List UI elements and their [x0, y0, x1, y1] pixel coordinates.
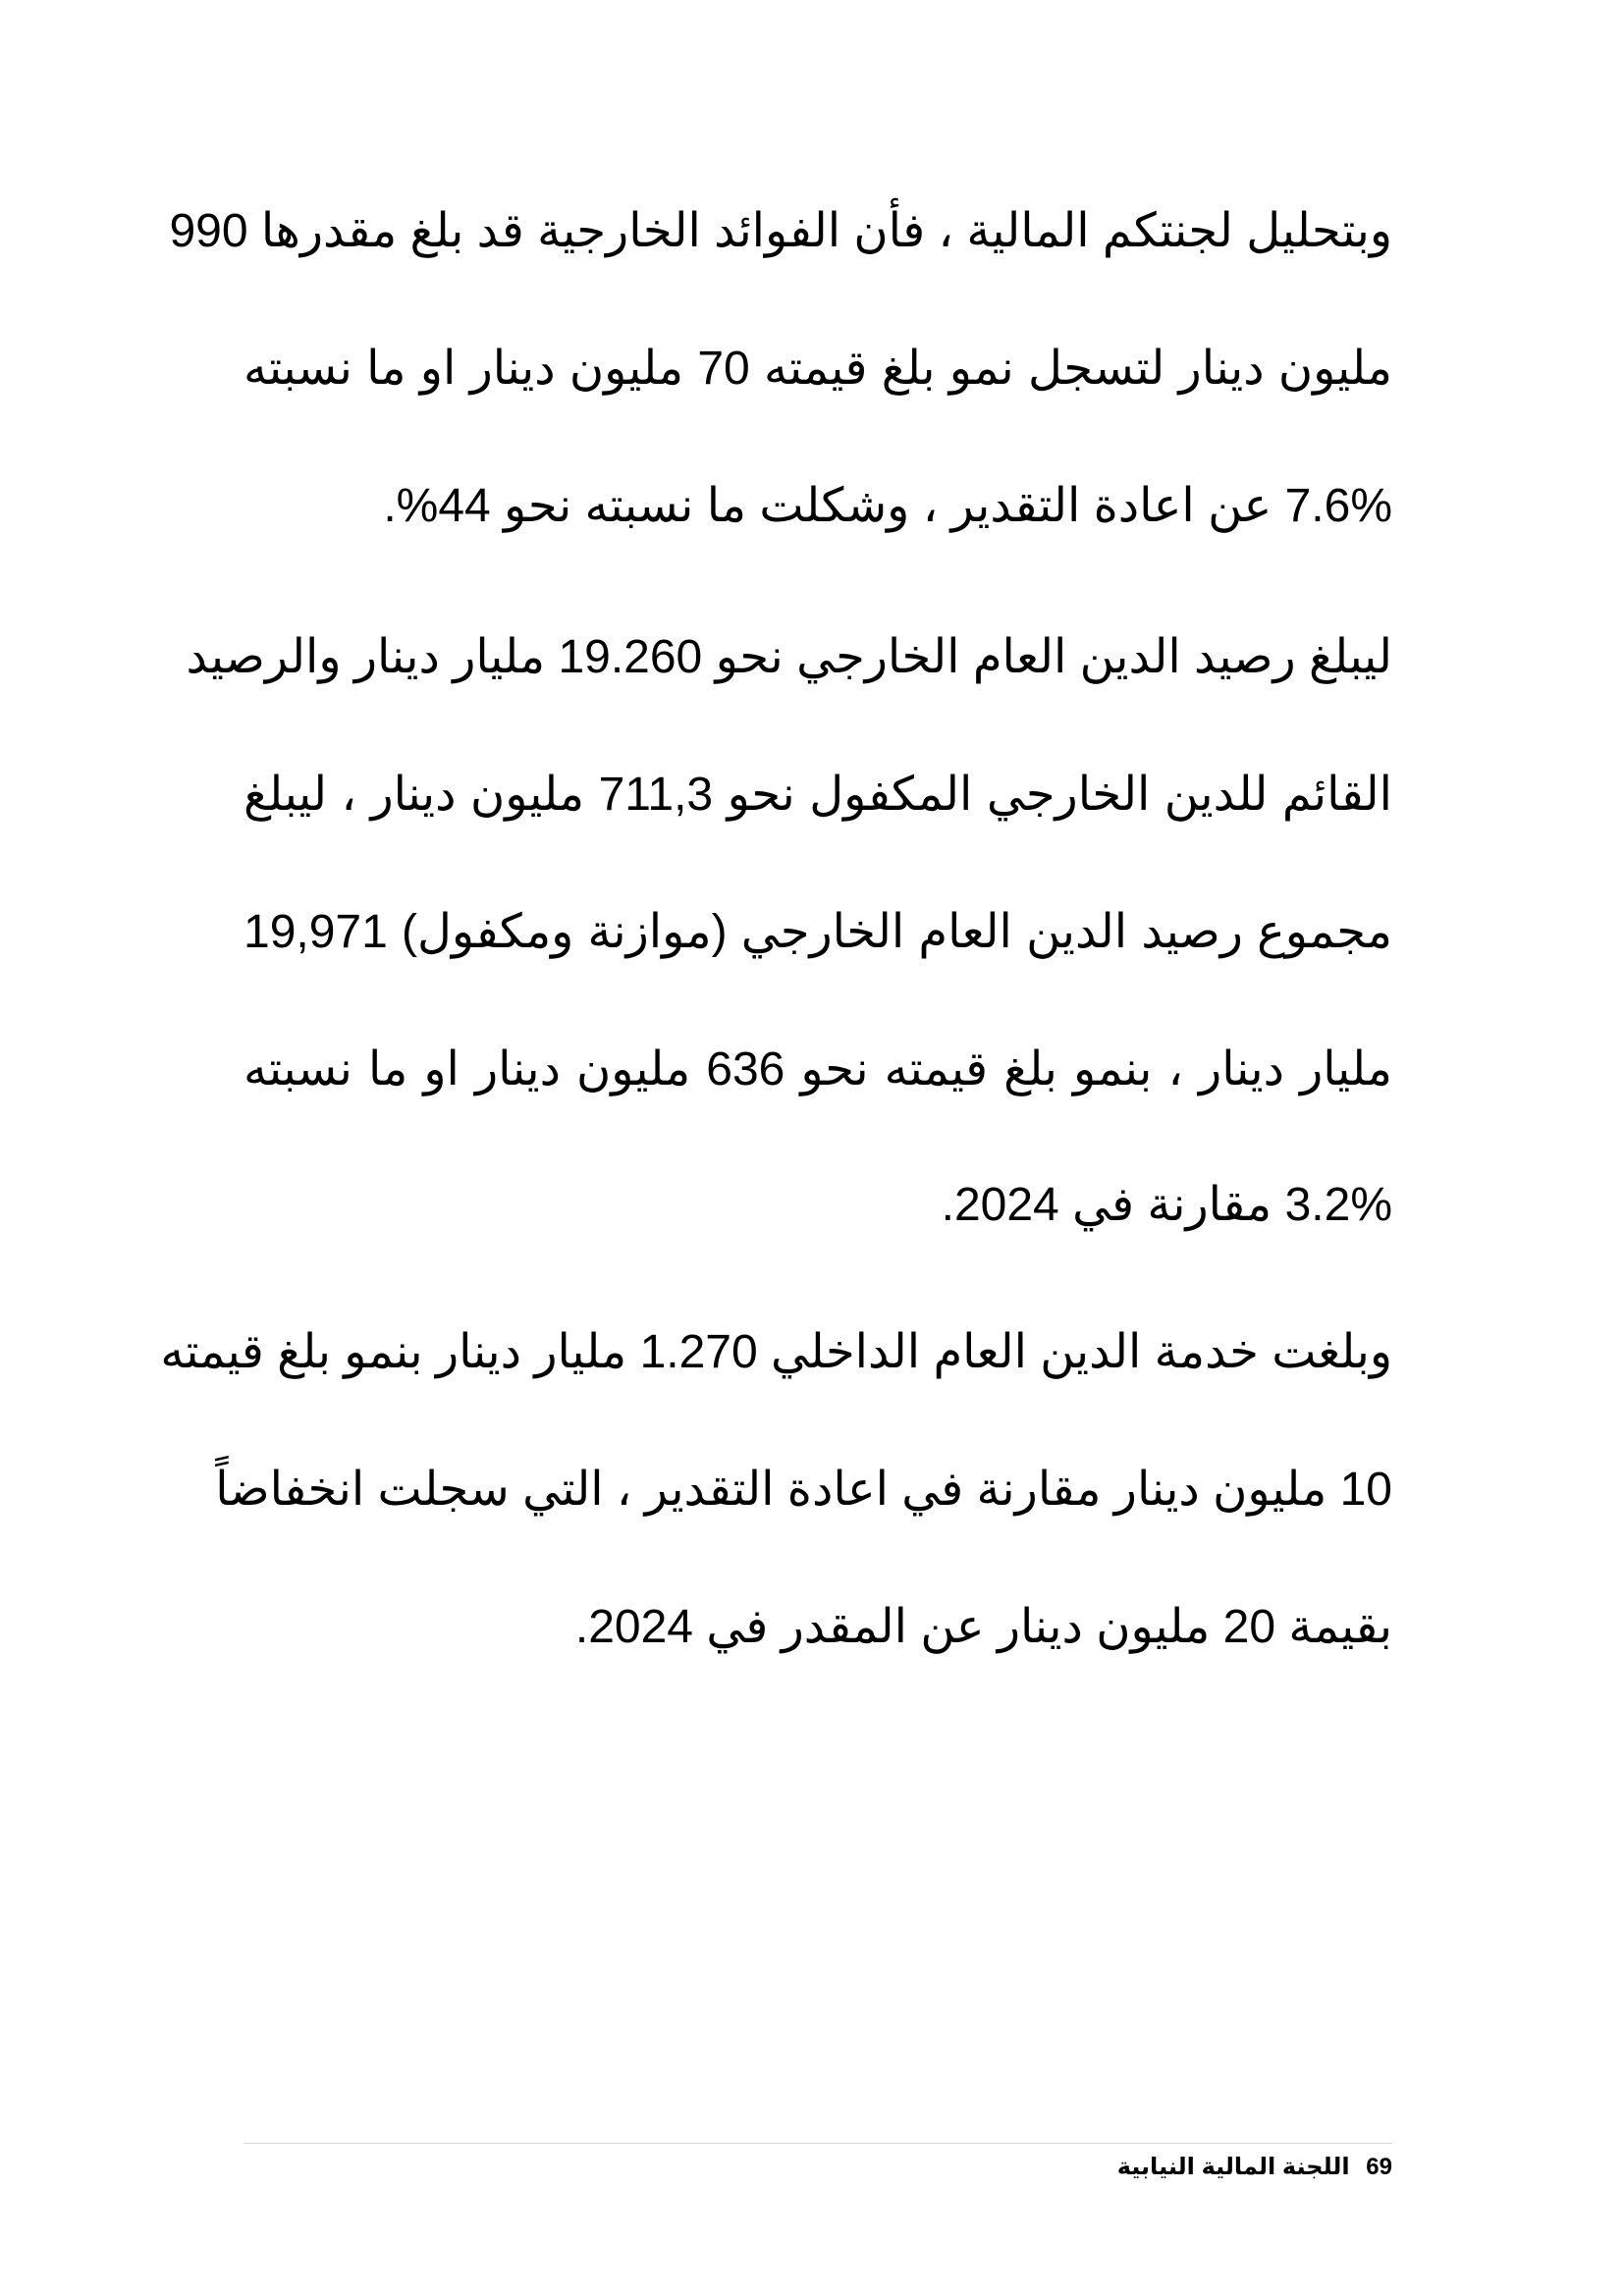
paragraph-line: ليبلغ رصيد الدين العام الخارجي نحو 19.260 مليار دينار والرصيد — [186, 631, 1392, 683]
paragraph-line: مليون دينار لتسجل نمو بلغ قيمته 70 مليون دينار او ما نسبته — [244, 343, 1392, 395]
paragraph-line: مليار دينار ، بنمو بلغ قيمته نحو 636 مليون دينار او ما نسبته — [244, 1043, 1393, 1095]
paragraph-line: 10 مليون دينار مقارنة في اعادة التقدير ، التي سجلت انخفاضاً — [215, 1464, 1392, 1516]
paragraph-line: وبلغت خدمة الدين العام الداخلي 1.270 مليار دينار بنمو بلغ قيمته — [160, 1326, 1392, 1378]
footer-divider — [244, 2143, 1392, 2144]
committee-name: اللجنة المالية النيابية — [1116, 2154, 1350, 2180]
paragraph-line: مجموع رصيد الدين العام الخارجي (موازنة ومكفول) 19,971 — [244, 906, 1393, 958]
page-footer — [1117, 2153, 1392, 2182]
paragraph-line: القائم للدين الخارجي المكفول نحو 711,3 مليون دينار ، ليبلغ — [244, 769, 1392, 821]
paragraph-line: بقيمة 20 مليون دينار عن المقدر في 2024. — [574, 1601, 1392, 1653]
page-number: 69 — [1366, 2154, 1392, 2180]
paragraph-line: وبتحليل لجنتكم المالية ، فأن الفوائد الخارجية قد بلغ مقدرها 990 — [169, 205, 1392, 257]
paragraph-line: 3.2% مقارنة في 2024. — [941, 1179, 1392, 1231]
paragraph-line: 7.6% عن اعادة التقدير ، وشكلت ما نسبته نحو 44%. — [383, 480, 1392, 532]
